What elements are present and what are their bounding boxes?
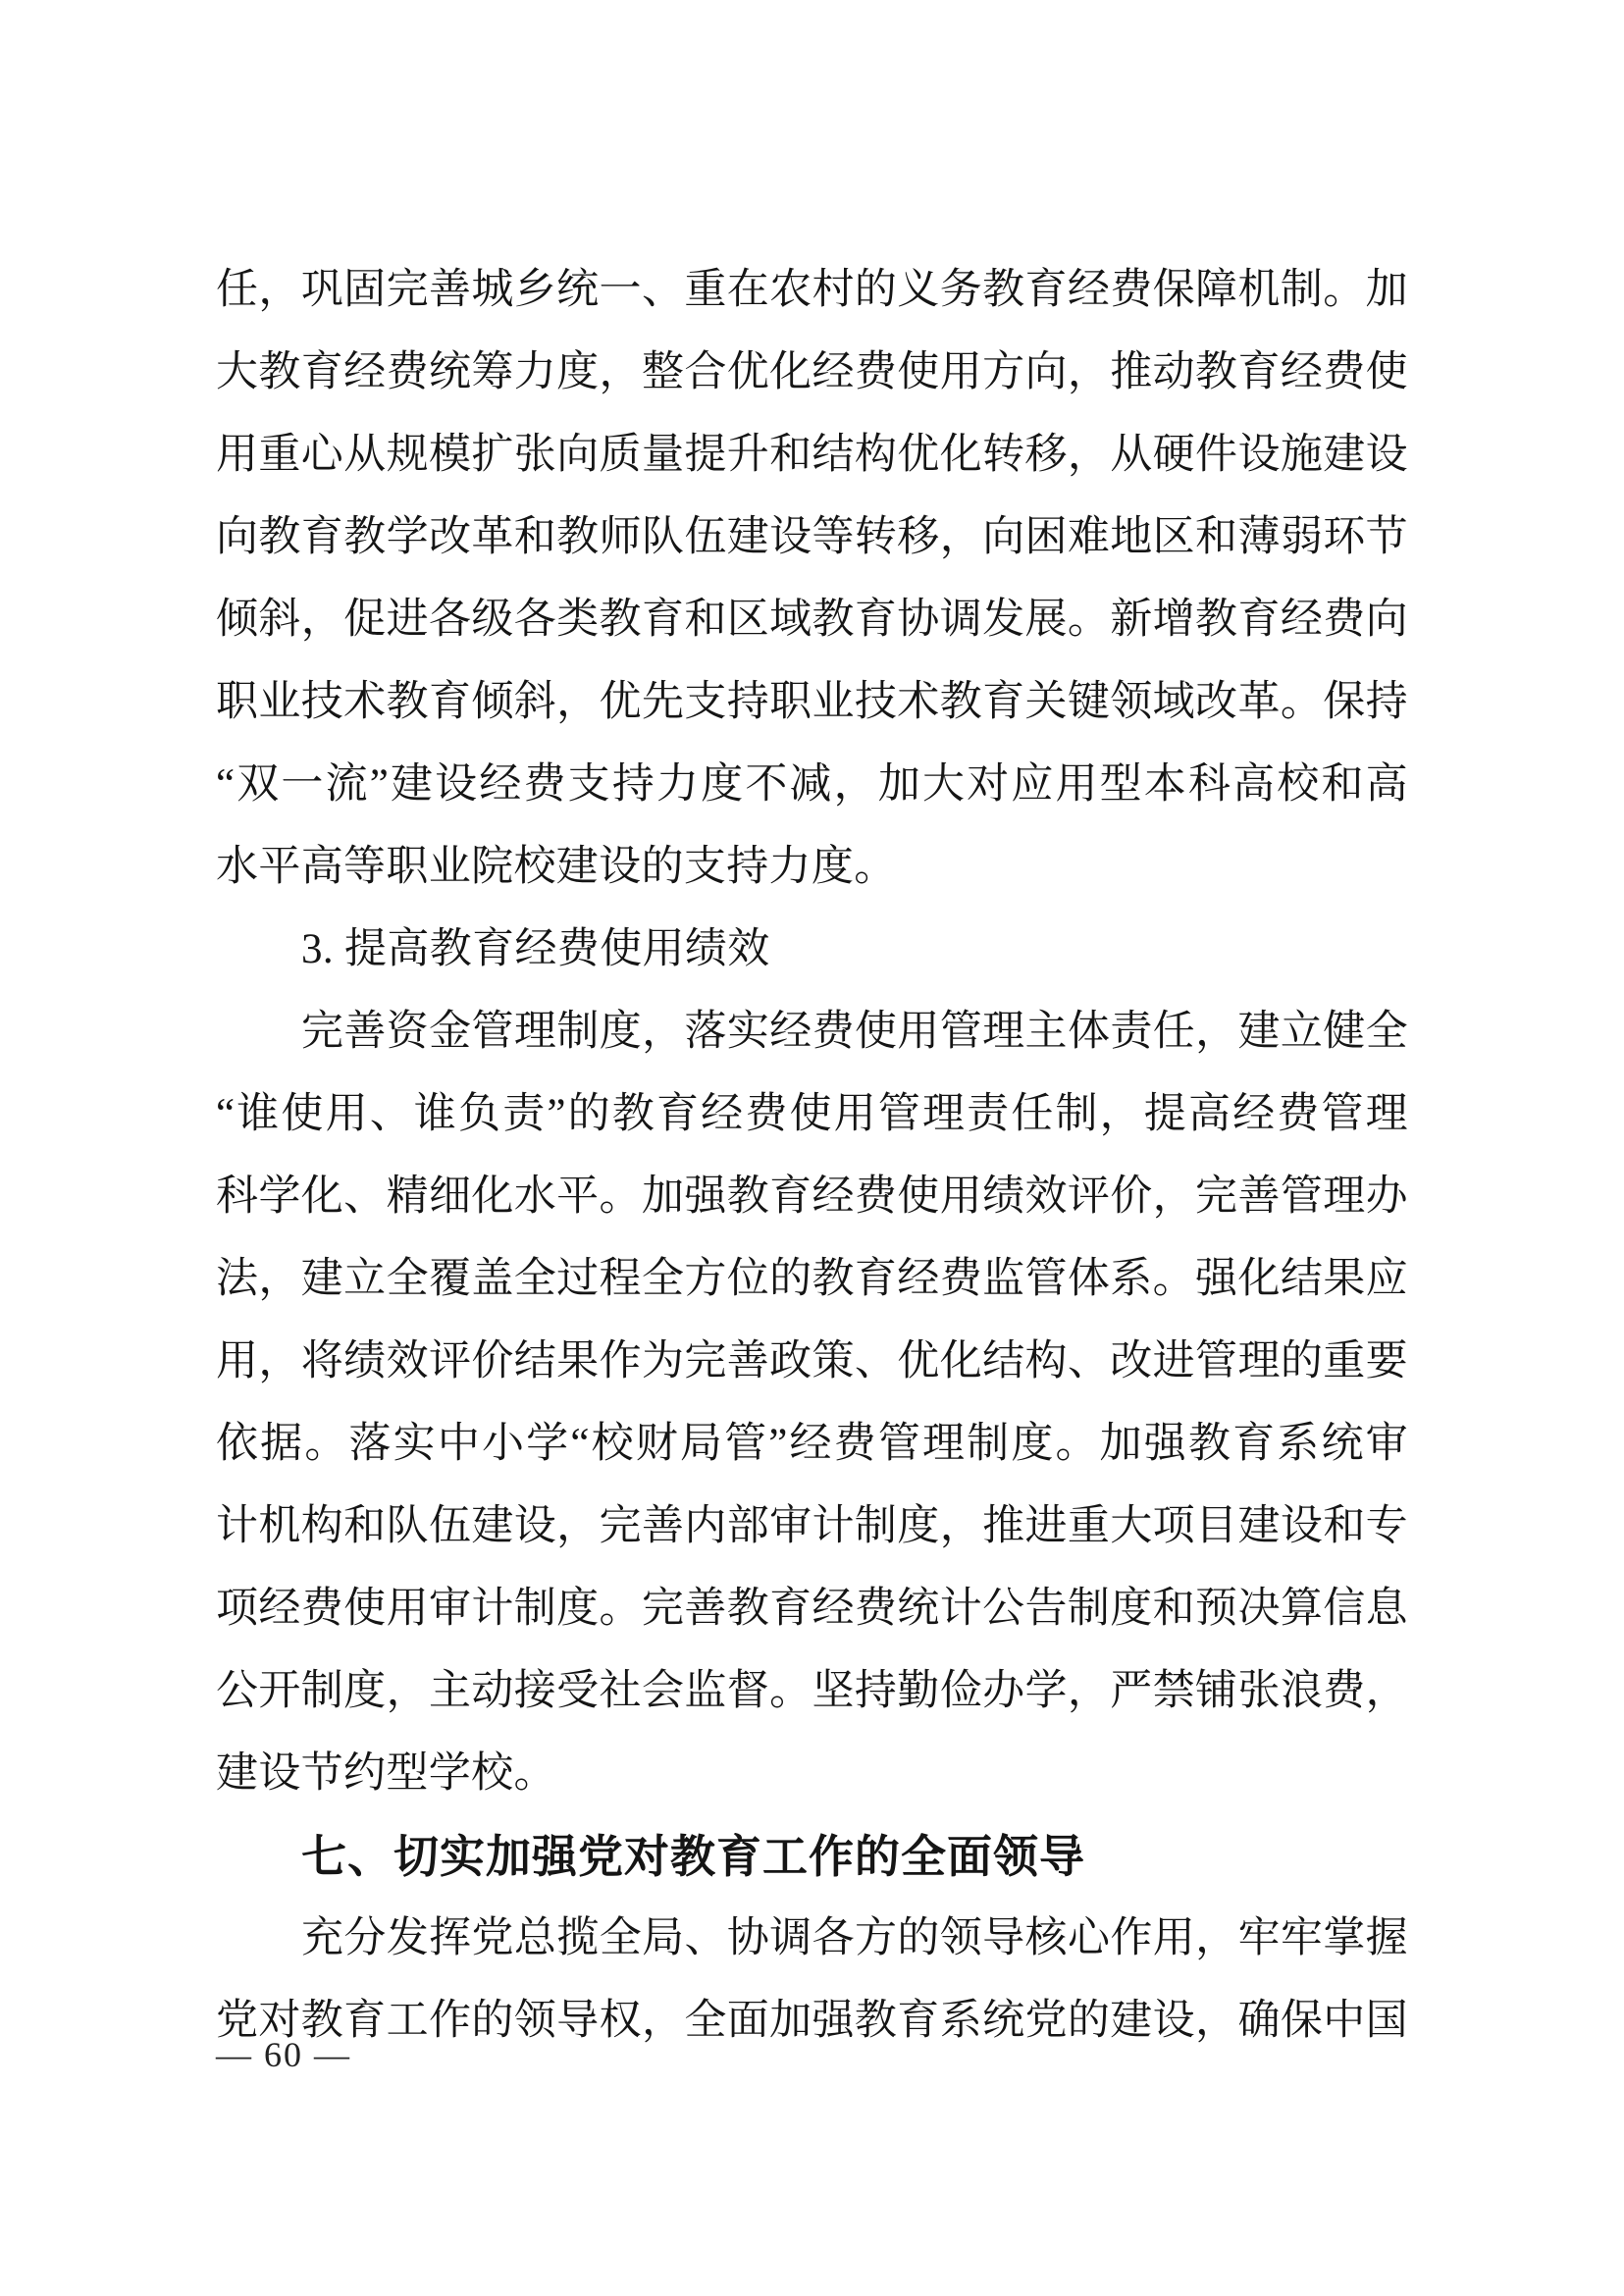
body-line: 任，巩固完善城乡统一、重在农村的义务教育经费保障机制。加 bbox=[216, 267, 1408, 313]
body-line: 建设节约型学校。 bbox=[216, 1750, 556, 1797]
body-line: 职业技术教育倾斜，优先支持职业技术教育关键领域改革。保持 bbox=[216, 679, 1408, 725]
body-line: 大教育经费统筹力度，整合优化经费使用方向，推动教育经费使 bbox=[216, 349, 1408, 395]
section-heading: 七、切实加强党对教育工作的全面领导 bbox=[301, 1831, 1085, 1882]
body-line: 党对教育工作的领导权，全面加强教育系统党的建设，确保中国 bbox=[216, 1998, 1408, 2044]
numbered-subheading: 3. 提高教育经费使用绩效 bbox=[301, 926, 770, 972]
body-line: 水平高等职业院校建设的支持力度。 bbox=[216, 844, 897, 890]
body-line: “谁使用、谁负责”的教育经费使用管理责任制，提高经费管理 bbox=[216, 1091, 1408, 1137]
body-line: 用重心从规模扩张向质量提升和结构优化转移，从硬件设施建设 bbox=[216, 432, 1408, 478]
body-line: 完善资金管理制度，落实经费使用管理主体责任，建立健全 bbox=[301, 1009, 1408, 1055]
body-line: 公开制度，主动接受社会监督。坚持勤俭办学，严禁铺张浪费， bbox=[216, 1668, 1408, 1714]
body-line: 向教育教学改革和教师队伍建设等转移，向困难地区和薄弱环节 bbox=[216, 514, 1408, 560]
body-line: 依据。落实中小学“校财局管”经费管理制度。加强教育系统审 bbox=[216, 1421, 1408, 1467]
page-footer bbox=[216, 2029, 351, 2080]
body-line: “双一流”建设经费支持力度不减，加大对应用型本科高校和高 bbox=[216, 761, 1408, 808]
document-body bbox=[216, 249, 1408, 2062]
page-number: — 60 — bbox=[216, 2035, 351, 2074]
body-line: 用，将绩效评价结果作为完善政策、优化结构、改进管理的重要 bbox=[216, 1338, 1408, 1384]
body-line: 科学化、精细化水平。加强教育经费使用绩效评价，完善管理办 bbox=[216, 1174, 1408, 1220]
body-line: 充分发挥党总揽全局、协调各方的领导核心作用，牢牢掌握 bbox=[301, 1915, 1408, 1961]
body-line: 倾斜，促进各级各类教育和区域教育协调发展。新增教育经费向 bbox=[216, 597, 1408, 643]
body-line: 法，建立全覆盖全过程全方位的教育经费监管体系。强化结果应 bbox=[216, 1256, 1408, 1302]
body-line: 项经费使用审计制度。完善教育经费统计公告制度和预决算信息 bbox=[216, 1586, 1408, 1632]
body-line: 计机构和队伍建设，完善内部审计制度，推进重大项目建设和专 bbox=[216, 1503, 1408, 1549]
